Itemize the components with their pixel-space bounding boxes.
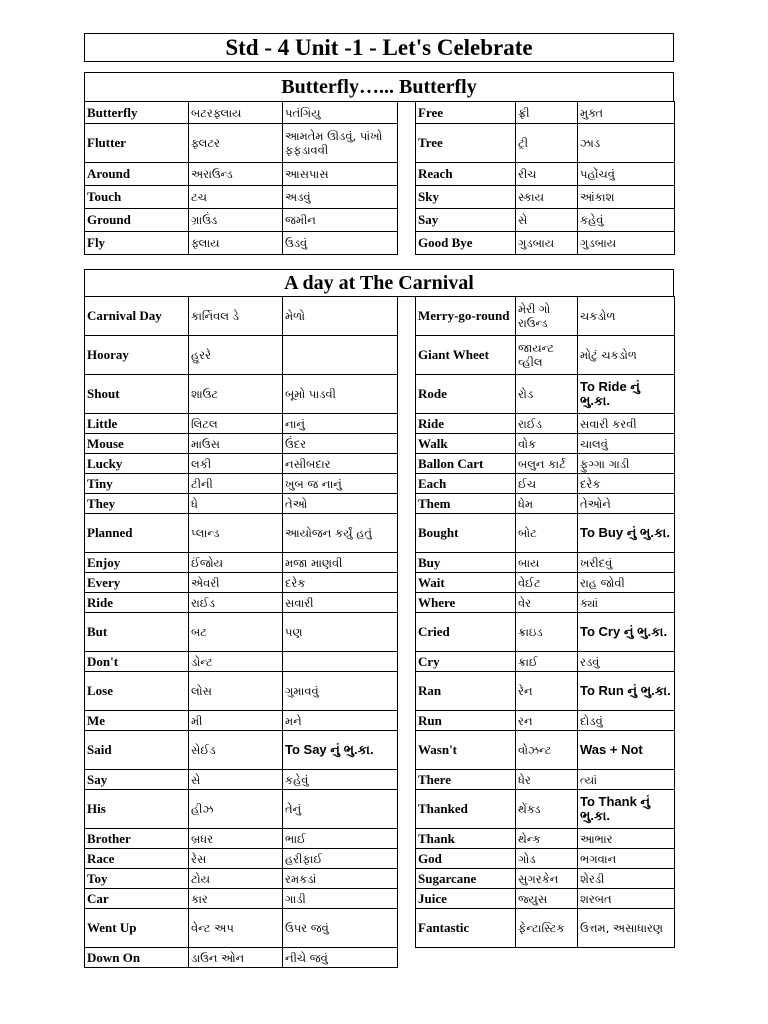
vocab-row xyxy=(85,869,398,889)
english-word: Sugarcane xyxy=(416,869,516,889)
english-word: Around xyxy=(85,163,189,186)
english-word: Tree xyxy=(416,124,516,163)
vocab-row xyxy=(85,573,398,593)
gujarati-meaning: આયોજન કર્યું હતું xyxy=(283,514,398,553)
english-word: Tiny xyxy=(85,474,189,494)
vocab-row xyxy=(416,790,675,829)
gujarati-meaning: ખરીદવું xyxy=(578,553,675,573)
english-word: But xyxy=(85,613,189,652)
gujarati-meaning: કહેવું xyxy=(578,209,675,232)
english-word: God xyxy=(416,849,516,869)
gujarati-pronunciation: ધેમ xyxy=(516,494,578,514)
vocab-row xyxy=(85,731,398,770)
gujarati-meaning: નસીબદાર xyxy=(283,454,398,474)
gujarati-pronunciation: ધેર xyxy=(516,770,578,790)
english-word: Giant Wheet xyxy=(416,336,516,375)
gujarati-pronunciation: ટ્રી xyxy=(516,124,578,163)
vocab-row xyxy=(416,593,675,613)
vocab-row xyxy=(416,414,675,434)
gujarati-pronunciation: રન xyxy=(516,711,578,731)
gujarati-pronunciation: ગોડ xyxy=(516,849,578,869)
gujarati-meaning: રાહ જોવી xyxy=(578,573,675,593)
english-word: There xyxy=(416,770,516,790)
gujarati-pronunciation: કાર્નિવલ ડે xyxy=(189,297,283,336)
gujarati-pronunciation: થેન્ક xyxy=(516,829,578,849)
vocab-row xyxy=(416,163,675,186)
gujarati-meaning: શરબત xyxy=(578,889,675,909)
vocab-row xyxy=(416,514,675,553)
english-word: Cried xyxy=(416,613,516,652)
gujarati-pronunciation: ક્રાઈ xyxy=(516,652,578,672)
english-word: Rode xyxy=(416,375,516,414)
gujarati-pronunciation: બટ xyxy=(189,613,283,652)
gujarati-meaning: શેરડી xyxy=(578,869,675,889)
gujarati-meaning: મને xyxy=(283,711,398,731)
gujarati-pronunciation: એવરી xyxy=(189,573,283,593)
vocab-row xyxy=(85,186,398,209)
vocab-row xyxy=(416,829,675,849)
vocab-row xyxy=(416,770,675,790)
gujarati-pronunciation: વેઈટ xyxy=(516,573,578,593)
english-word: Race xyxy=(85,849,189,869)
gujarati-meaning: પણ xyxy=(283,613,398,652)
gujarati-meaning: મેળો xyxy=(283,297,398,336)
vocab-row xyxy=(85,102,398,124)
gujarati-pronunciation: જ્યુસ xyxy=(516,889,578,909)
gujarati-pronunciation: ટીની xyxy=(189,474,283,494)
vocab-row xyxy=(416,434,675,454)
gujarati-pronunciation: લિટલ xyxy=(189,414,283,434)
english-word: Hooray xyxy=(85,336,189,375)
gujarati-pronunciation: રોડ xyxy=(516,375,578,414)
english-word: Free xyxy=(416,102,516,124)
english-word: Each xyxy=(416,474,516,494)
gujarati-meaning: ગાડી xyxy=(283,889,398,909)
gujarati-pronunciation: લકી xyxy=(189,454,283,474)
english-word: Where xyxy=(416,593,516,613)
gujarati-meaning: તેનું xyxy=(283,790,398,829)
gujarati-pronunciation: સુગરકેન xyxy=(516,869,578,889)
gujarati-meaning: નીચે જવું xyxy=(283,948,398,968)
gujarati-meaning: આમતેમ ઊડવું, પાંખો ફફડાવવી xyxy=(283,124,398,163)
vocab-row xyxy=(416,909,675,948)
gujarati-pronunciation: વોક xyxy=(516,434,578,454)
vocab-row xyxy=(416,186,675,209)
gujarati-pronunciation: રીચ xyxy=(516,163,578,186)
gujarati-meaning: આંકાશ xyxy=(578,186,675,209)
english-word: Mouse xyxy=(85,434,189,454)
gujarati-pronunciation: રેન xyxy=(516,672,578,711)
english-word: Lucky xyxy=(85,454,189,474)
english-word: Every xyxy=(85,573,189,593)
gujarati-meaning: આભાર xyxy=(578,829,675,849)
vocab-row xyxy=(416,232,675,255)
gujarati-pronunciation: ઈંજોય xyxy=(189,553,283,573)
english-word: Thank xyxy=(416,829,516,849)
english-word: Car xyxy=(85,889,189,909)
gujarati-pronunciation: ક્રાઇડ xyxy=(516,613,578,652)
section-heading-butterfly: Butterfly…... Butterfly xyxy=(84,72,674,102)
gujarati-pronunciation: અરાઉન્ડ xyxy=(189,163,283,186)
vocab-row xyxy=(416,889,675,909)
section-heading-carnival: A day at The Carnival xyxy=(84,269,674,297)
gujarati-meaning: બૂમો પાડવી xyxy=(283,375,398,414)
gujarati-meaning: Was + Not xyxy=(578,731,675,770)
vocab-row xyxy=(416,731,675,770)
gujarati-meaning: પતંગિયુ xyxy=(283,102,398,124)
english-word: His xyxy=(85,790,189,829)
gujarati-meaning: ભાઈ xyxy=(283,829,398,849)
gujarati-pronunciation: સે xyxy=(189,770,283,790)
gujarati-meaning: To Cry નું ભુ.કા. xyxy=(578,613,675,652)
gujarati-meaning: રડવું xyxy=(578,652,675,672)
vocab-row xyxy=(416,711,675,731)
gujarati-pronunciation: ફ્લટર xyxy=(189,124,283,163)
vocab-row xyxy=(416,375,675,414)
gujarati-pronunciation: ફ્રી xyxy=(516,102,578,124)
gujarati-meaning: To Ride નું ભુ.કા. xyxy=(578,375,675,414)
gujarati-meaning: ઉપર જવું xyxy=(283,909,398,948)
vocab-row xyxy=(85,209,398,232)
english-word: Brother xyxy=(85,829,189,849)
vocab-row xyxy=(85,163,398,186)
gujarati-meaning: સવારી કરવી xyxy=(578,414,675,434)
english-word: Down On xyxy=(85,948,189,968)
vocab-row xyxy=(85,414,398,434)
english-word: Ride xyxy=(85,593,189,613)
gujarati-meaning: ભગવાન xyxy=(578,849,675,869)
english-word: Good Bye xyxy=(416,232,516,255)
vocab-row xyxy=(85,829,398,849)
gujarati-meaning: To Buy નું ભુ.કા. xyxy=(578,514,675,553)
gujarati-pronunciation: વેર xyxy=(516,593,578,613)
english-word: Reach xyxy=(416,163,516,186)
gujarati-meaning: To Say નું ભુ.કા. xyxy=(283,731,398,770)
vocab-row xyxy=(85,297,398,336)
gujarati-meaning: ત્યાં xyxy=(578,770,675,790)
gujarati-meaning: પહોંચવું xyxy=(578,163,675,186)
english-word: Said xyxy=(85,731,189,770)
gujarati-pronunciation: રાઈડ xyxy=(516,414,578,434)
gujarati-meaning xyxy=(283,336,398,375)
gujarati-pronunciation: બ્રધર xyxy=(189,829,283,849)
english-word: Bought xyxy=(416,514,516,553)
gujarati-pronunciation: હુરરે xyxy=(189,336,283,375)
english-word: Little xyxy=(85,414,189,434)
english-word: They xyxy=(85,494,189,514)
gujarati-pronunciation: લોસ xyxy=(189,672,283,711)
gujarati-pronunciation: સ્કાય xyxy=(516,186,578,209)
gujarati-meaning: ક્યાં xyxy=(578,593,675,613)
vocab-row xyxy=(416,494,675,514)
gujarati-meaning: કહેવું xyxy=(283,770,398,790)
vocab-row xyxy=(416,474,675,494)
english-word: Them xyxy=(416,494,516,514)
english-word: Touch xyxy=(85,186,189,209)
gujarati-pronunciation: મેરી ગો રાઉન્ડ xyxy=(516,297,578,336)
gujarati-pronunciation: ટોય xyxy=(189,869,283,889)
english-word: Planned xyxy=(85,514,189,553)
english-word: Sky xyxy=(416,186,516,209)
gujarati-pronunciation: ધે xyxy=(189,494,283,514)
vocab-row xyxy=(85,336,398,375)
english-word: Butterfly xyxy=(85,102,189,124)
gujarati-meaning: તેઓ xyxy=(283,494,398,514)
gujarati-meaning: ફુગ્ગા ગાડી xyxy=(578,454,675,474)
english-word: Buy xyxy=(416,553,516,573)
vocab-row xyxy=(85,124,398,163)
english-word: Ballon Cart xyxy=(416,454,516,474)
gujarati-meaning xyxy=(283,652,398,672)
vocab-row xyxy=(85,454,398,474)
vocab-row xyxy=(416,613,675,652)
vocab-row xyxy=(85,889,398,909)
gujarati-meaning: દરેક xyxy=(578,474,675,494)
gujarati-pronunciation: મી xyxy=(189,711,283,731)
english-word: Fantastic xyxy=(416,909,516,948)
english-word: Lose xyxy=(85,672,189,711)
gujarati-pronunciation: વેન્ટ અપ xyxy=(189,909,283,948)
english-word: Wait xyxy=(416,573,516,593)
gujarati-meaning: ઉત્તમ, અસાધારણ xyxy=(578,909,675,948)
english-word: Ride xyxy=(416,414,516,434)
vocab-row xyxy=(85,434,398,454)
gujarati-pronunciation: ફેન્ટાસ્ટિક xyxy=(516,909,578,948)
english-word: Wasn't xyxy=(416,731,516,770)
gujarati-pronunciation: થેંક્ડ xyxy=(516,790,578,829)
gujarati-meaning: અડવું xyxy=(283,186,398,209)
vocab-row xyxy=(85,909,398,948)
gujarati-pronunciation: ઈચ xyxy=(516,474,578,494)
vocab-row xyxy=(85,790,398,829)
gujarati-meaning: નાનું xyxy=(283,414,398,434)
gujarati-pronunciation: ફ્લાય xyxy=(189,232,283,255)
vocab-row xyxy=(85,948,398,968)
vocab-row xyxy=(85,514,398,553)
vocab-row xyxy=(85,672,398,711)
gujarati-meaning: ગુમાવવું xyxy=(283,672,398,711)
gujarati-pronunciation: બાય xyxy=(516,553,578,573)
gujarati-meaning: ચાલવું xyxy=(578,434,675,454)
gujarati-pronunciation: ગ્રાઉંડ xyxy=(189,209,283,232)
gujarati-meaning: ઉડવું xyxy=(283,232,398,255)
gujarati-meaning: મોટું ચકડોળ xyxy=(578,336,675,375)
english-word: Shout xyxy=(85,375,189,414)
gujarati-pronunciation: જાયન્ટ વ્હીલ xyxy=(516,336,578,375)
gujarati-meaning: રમકડાં xyxy=(283,869,398,889)
vocab-row xyxy=(416,454,675,474)
english-word: Cry xyxy=(416,652,516,672)
english-word: Merry-go-round xyxy=(416,297,516,336)
gujarati-meaning: તેઓને xyxy=(578,494,675,514)
vocab-row xyxy=(416,336,675,375)
vocab-row xyxy=(85,553,398,573)
vocab-row xyxy=(416,124,675,163)
english-word: Say xyxy=(416,209,516,232)
carnival-vocab-table-right xyxy=(415,296,675,948)
english-word: Juice xyxy=(416,889,516,909)
vocab-row xyxy=(416,849,675,869)
gujarati-pronunciation: રેસ xyxy=(189,849,283,869)
vocab-row xyxy=(85,375,398,414)
english-word: Thanked xyxy=(416,790,516,829)
vocab-row xyxy=(85,232,398,255)
gujarati-pronunciation: વોઝન્ટ xyxy=(516,731,578,770)
english-word: Walk xyxy=(416,434,516,454)
gujarati-meaning: મજા માણવી xyxy=(283,553,398,573)
gujarati-meaning: સવારી xyxy=(283,593,398,613)
gujarati-meaning: જમીન xyxy=(283,209,398,232)
vocab-row xyxy=(416,553,675,573)
vocab-row xyxy=(416,573,675,593)
gujarati-meaning: To Thank નું ભુ.કા. xyxy=(578,790,675,829)
vocab-row xyxy=(416,672,675,711)
gujarati-pronunciation: બોટ xyxy=(516,514,578,553)
gujarati-meaning: ઉંદર xyxy=(283,434,398,454)
gujarati-pronunciation: કાર xyxy=(189,889,283,909)
english-word: Don't xyxy=(85,652,189,672)
english-word: Ground xyxy=(85,209,189,232)
gujarati-pronunciation: ડાઉન ઓન xyxy=(189,948,283,968)
carnival-vocab-table-left xyxy=(84,296,398,968)
english-word: Carnival Day xyxy=(85,297,189,336)
vocab-row xyxy=(416,869,675,889)
gujarati-pronunciation: સેઈડ xyxy=(189,731,283,770)
gujarati-pronunciation: સે xyxy=(516,209,578,232)
gujarati-pronunciation: પ્લાન્ડ xyxy=(189,514,283,553)
vocab-row xyxy=(416,652,675,672)
gujarati-pronunciation: ટચ xyxy=(189,186,283,209)
gujarati-meaning: ખુબ જ નાનું xyxy=(283,474,398,494)
gujarati-meaning: To Run નું ભુ.કા. xyxy=(578,672,675,711)
gujarati-pronunciation: રાઈડ xyxy=(189,593,283,613)
gujarati-meaning: ગુડબાય xyxy=(578,232,675,255)
vocab-row xyxy=(85,652,398,672)
gujarati-meaning: દરેક xyxy=(283,573,398,593)
gujarati-pronunciation: ડોન્ટ xyxy=(189,652,283,672)
vocab-row xyxy=(85,613,398,652)
english-word: Me xyxy=(85,711,189,731)
english-word: Ran xyxy=(416,672,516,711)
gujarati-meaning: દોડવું xyxy=(578,711,675,731)
gujarati-pronunciation: શાઉટ xyxy=(189,375,283,414)
gujarati-pronunciation: બટરફ્લાય xyxy=(189,102,283,124)
gujarati-meaning: હરીફાઈ xyxy=(283,849,398,869)
gujarati-pronunciation: બલુન કાર્ટ xyxy=(516,454,578,474)
english-word: Toy xyxy=(85,869,189,889)
vocab-row xyxy=(416,297,675,336)
vocab-row xyxy=(85,593,398,613)
gujarati-meaning: મુક્ત xyxy=(578,102,675,124)
english-word: Went Up xyxy=(85,909,189,948)
gujarati-meaning: ઝાડ xyxy=(578,124,675,163)
vocab-row xyxy=(85,474,398,494)
vocab-row xyxy=(85,849,398,869)
gujarati-meaning: આસપાસ xyxy=(283,163,398,186)
vocab-row xyxy=(416,102,675,124)
page-title: Std - 4 Unit -1 - Let's Celebrate xyxy=(84,33,674,62)
english-word: Run xyxy=(416,711,516,731)
gujarati-pronunciation: ગુડબાય xyxy=(516,232,578,255)
gujarati-meaning: ચકડોળ xyxy=(578,297,675,336)
english-word: Enjoy xyxy=(85,553,189,573)
vocab-row xyxy=(416,209,675,232)
butterfly-vocab-table-left xyxy=(84,101,398,255)
english-word: Fly xyxy=(85,232,189,255)
vocab-row xyxy=(85,770,398,790)
gujarati-pronunciation: માઉસ xyxy=(189,434,283,454)
butterfly-vocab-table-right xyxy=(415,101,675,255)
vocab-row xyxy=(85,494,398,514)
english-word: Say xyxy=(85,770,189,790)
english-word: Flutter xyxy=(85,124,189,163)
gujarati-pronunciation: હીઝ xyxy=(189,790,283,829)
vocab-row xyxy=(85,711,398,731)
